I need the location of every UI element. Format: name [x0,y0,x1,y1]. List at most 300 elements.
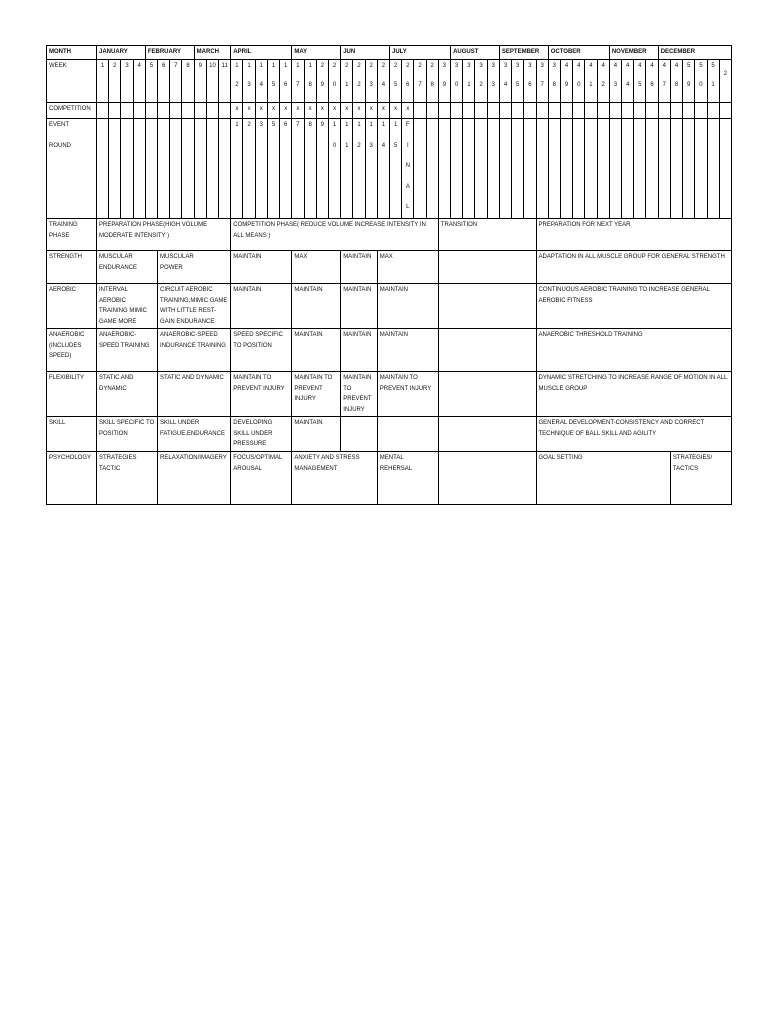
month-header-february: FEBRUARY [145,46,194,60]
week-digit-top: 8 [186,63,190,69]
week-digit-bottom: 7 [662,81,666,88]
anaerobic-row [47,329,732,372]
week-cell [524,60,536,103]
competition-row [47,103,732,119]
psychology-f-cell: MENTAL REHERSAL [377,452,438,505]
round-empty-cell [658,119,670,219]
week-digit-top: 3 [125,63,129,69]
round-empty-cell [475,119,487,219]
strength-late-cell: ADAPTATION IN ALL MUSCLE GROUP FOR GENERAL STRENGTH [536,251,731,284]
competition-empty-cell [695,103,707,119]
round-empty-cell [158,119,170,219]
aerobic-empty-cell [438,284,536,329]
week-cell [512,60,524,103]
month-header-jun: JUN [341,46,390,60]
month-header-january: JANUARY [97,46,146,60]
round-cell [365,119,377,219]
week-digit-top: 2 [320,63,324,69]
skill-c-cell: DEVELOPING SKILL UNDER PRESSURE [231,417,292,452]
week-digit-top: 5 [699,63,703,69]
month-row [47,46,732,60]
round-digit-top: 2 [247,122,251,128]
final-letter: N [405,163,410,169]
week-cell [280,60,292,103]
week-cell [560,60,572,103]
week-digit-top: 1 [235,63,239,69]
flexibility-e-cell: MAINTAIN TO PREVENT INJURY [341,372,378,417]
week-cell [170,60,182,103]
week-digit-top: 2 [345,63,349,69]
week-digit-bottom: 4 [503,81,508,88]
week-cell [390,60,402,103]
week-digit-top: 3 [442,63,447,69]
week-digit-top: 6 [161,63,166,69]
flexibility-row [47,372,732,417]
aerobic-row [47,284,732,329]
psychology-a-cell: STRATEGIES TACTIC [97,452,158,505]
round-empty-cell [487,119,499,219]
round-empty-cell [463,119,475,219]
week-digit-top: 3 [540,63,544,69]
week-digit-top: 5 [711,63,715,69]
week-digit-top: 5 [149,63,154,69]
round-cell [243,119,255,219]
round-digit-bottom: 5 [393,142,398,149]
week-cell [622,60,634,103]
round-empty-cell [194,119,206,219]
week-cell [719,60,731,103]
anaerobic-e-cell: MAINTAIN [341,329,378,372]
week-cell [145,60,157,103]
week-digit-bottom: 5 [393,81,398,88]
round-empty-cell [182,119,194,219]
week-cell [133,60,145,103]
aerobic-d-cell: MAINTAIN [292,284,341,329]
week-digit-top: 2 [357,63,361,69]
competition-mark: x [353,103,365,119]
round-empty-cell [219,119,231,219]
psychology-d-cell: ANXIETY AND STRESS MANAGEMENT [292,452,377,505]
competition-empty-cell [109,103,121,119]
week-digit-bottom: 3 [613,81,618,88]
skill-b-cell: SKILL UNDER FATIGUE,ENDURANCE [158,417,231,452]
round-empty-cell [145,119,157,219]
week-digit-bottom: 9 [442,81,447,88]
round-empty-cell [597,119,609,219]
round-digit-top: 1 [381,122,386,128]
anaerobic-b-cell: ANAEROBIC-SPEED INDURANCE TRAINING [158,329,231,372]
week-cell [451,60,463,103]
week-digit-top: 10 [209,63,216,69]
strength-b-cell: MUSCULAR POWER [158,251,231,284]
month-header-april: APRIL [231,46,292,60]
week-digit-top: 9 [198,63,202,69]
week-digit-top: 3 [528,63,532,69]
week-cell [438,60,450,103]
final-letter: F [405,122,410,128]
round-empty-cell [719,119,731,219]
round-digit-top: 7 [296,122,300,128]
anaerobic-d-cell: MAINTAIN [292,329,341,372]
round-empty-cell [206,119,218,219]
week-cell [646,60,658,103]
competition-mark: x [292,103,304,119]
flexibility-c-cell: MAINTAIN TO PREVENT INJURY [231,372,292,417]
competition-empty-cell [170,103,182,119]
week-digit-top: 11 [221,63,228,69]
strength-a-cell: MUSCULAR ENDURANCE [97,251,158,284]
week-digit-bottom: 4 [625,81,630,88]
week-cell [377,60,389,103]
week-digit-bottom: 3 [247,81,251,88]
aerobic-late-cell: CONTINUOUS AEROBIC TRAINING TO INCREASE GENERAL AEROBIC FITNESS [536,284,731,329]
month-header-december: DECEMBER [658,46,731,60]
round-digit-top: 5 [271,122,276,128]
strength-c-cell: MAINTAIN [231,251,292,284]
week-digit-top: 2 [113,63,117,69]
week-cell [109,60,121,103]
round-empty-cell [609,119,621,219]
month-header-september: SEPTEMBER [499,46,548,60]
week-digit-bottom: 5 [638,81,642,88]
skill-empty-cell [341,417,378,452]
competition-empty-cell [536,103,548,119]
week-digit-top: 3 [503,63,508,69]
round-empty-cell [646,119,658,219]
week-cell [597,60,609,103]
competition-mark: x [316,103,328,119]
round-empty-cell [585,119,597,219]
skill-label: SKILL [47,417,97,452]
round-cell [328,119,340,219]
round-empty-cell [438,119,450,219]
month-header-november: NOVEMBER [609,46,658,60]
week-digit-top: 4 [662,63,666,69]
competition-empty-cell [560,103,572,119]
flexibility-b-cell: STATIC AND DYNAMIC [158,372,231,417]
week-digit-bottom: 5 [271,81,276,88]
skill-empty-cell [377,417,438,452]
competition-label: COMPETITION [47,103,97,119]
round-empty-cell [426,119,438,219]
round-empty-cell [524,119,536,219]
round-empty-cell [133,119,145,219]
competition-empty-cell [622,103,634,119]
week-digit-bottom: 7 [540,81,544,88]
anaerobic-f-cell: MAINTAIN [377,329,438,372]
week-cell [219,60,231,103]
transition-phase-cell: TRANSITION [438,219,536,251]
week-cell [707,60,719,103]
week-cell [97,60,109,103]
aerobic-e-cell: MAINTAIN [341,284,378,329]
week-cell [548,60,560,103]
week-digit-top: 2 [430,63,434,69]
month-header-august: AUGUST [451,46,500,60]
week-cell [328,60,340,103]
competition-empty-cell [158,103,170,119]
week-cell [341,60,353,103]
week-cell [121,60,133,103]
week-digit-top: 4 [625,63,630,69]
week-digit-bottom: 7 [418,81,422,88]
round-empty-cell [499,119,511,219]
competition-mark: x [377,103,389,119]
competition-empty-cell [658,103,670,119]
week-digit-top: 4 [589,63,593,69]
week-digit-bottom: 8 [430,81,434,88]
week-digit-top: 3 [454,63,459,69]
week-cell [365,60,377,103]
week-digit-bottom: 6 [650,81,654,88]
competition-mark: x [280,103,292,119]
week-cell [304,60,316,103]
week-digit-top: 4 [638,63,642,69]
week-label: WEEK [47,60,97,103]
final-round-cell [402,119,414,219]
week-digit-top: 4 [613,63,618,69]
round-empty-cell [670,119,682,219]
week-digit-bottom: 3 [491,81,495,88]
competition-empty-cell [646,103,658,119]
competition-empty-cell [524,103,536,119]
anaerobic-c-cell: SPEED SPECIFIC TO POSITION [231,329,292,372]
round-empty-cell [560,119,572,219]
aerobic-label: AEROBIC [47,284,97,329]
week-digit-bottom: 7 [296,81,300,88]
round-cell [231,119,243,219]
week-cell [402,60,414,103]
week-cell [255,60,267,103]
week-digit-top: 2 [418,63,422,69]
week-digit-top: 2 [406,63,410,69]
competition-empty-cell [463,103,475,119]
psychology-last-cell: STRATEGIES/ TACTICS [670,452,731,505]
week-digit-bottom: 1 [467,81,471,88]
week-digit-bottom: 8 [552,81,557,88]
competition-empty-cell [97,103,109,119]
week-digit-top: 4 [137,63,141,69]
week-row [47,60,732,103]
week-cell [670,60,682,103]
psychology-c-cell: FOCUS/OPTIMAL AROUSAL [231,452,292,505]
competition-empty-cell [206,103,218,119]
competition-empty-cell [707,103,719,119]
week-digit-bottom: 0 [699,81,703,88]
week-digit-top: 1 [284,63,288,69]
week-digit-bottom: 2 [723,71,727,77]
strength-empty-cell [438,251,536,284]
skill-empty-cell [438,417,536,452]
preparation-phase-cell: PREPARATION PHASE(HIGH VOLUME MODERATE INTENSITY ) [97,219,231,251]
week-digit-top: 4 [650,63,654,69]
competition-empty-cell [585,103,597,119]
strength-label: STRENGTH [47,251,97,284]
round-empty-cell [170,119,182,219]
psychology-label: PSYCHOLOGY [47,452,97,505]
round-empty-cell [695,119,707,219]
event-round-label [47,119,97,219]
competition-empty-cell [499,103,511,119]
strength-f-cell: MAX [377,251,438,284]
competition-empty-cell [145,103,157,119]
competition-empty-cell [548,103,560,119]
event-round-row [47,119,732,219]
week-cell [206,60,218,103]
round-cell [267,119,279,219]
round-empty-cell [512,119,524,219]
anaerobic-a-cell: ANAEROBIC-SPEED TRAINING [97,329,158,372]
week-digit-bottom: 8 [674,81,679,88]
round-digit-bottom: 2 [357,142,361,149]
anaerobic-late-cell: ANAEROBIC THRESHOLD TRAINING [536,329,731,372]
week-digit-bottom: 3 [369,81,373,88]
competition-empty-cell [573,103,585,119]
week-digit-top: 1 [308,63,312,69]
competition-empty-cell [121,103,133,119]
round-cell [255,119,267,219]
flexibility-empty-cell [438,372,536,417]
week-cell [609,60,621,103]
week-digit-bottom: 4 [259,81,263,88]
flexibility-late-cell: DYNAMIC STRETCHING TO INCREASE RANGE OF MOTION IN ALL MUSCLE GROUP [536,372,731,417]
week-digit-bottom: 2 [479,81,483,88]
round-digit-bottom: 1 [345,142,349,149]
week-digit-bottom: 6 [284,81,288,88]
week-digit-top: 4 [564,63,569,69]
month-header-march: MARCH [194,46,231,60]
round-digit-top: 9 [320,122,324,128]
week-digit-bottom: 0 [332,81,337,88]
psychology-late-cell: GOAL SETTING [536,452,670,505]
week-digit-top: 1 [247,63,251,69]
training-phase-label: TRAINING PHASE [47,219,97,251]
round-label: ROUND [49,142,71,149]
round-cell [390,119,402,219]
skill-row [47,417,732,452]
week-digit-top: 2 [381,63,386,69]
round-cell [292,119,304,219]
week-cell [463,60,475,103]
competition-mark: x [365,103,377,119]
week-cell [585,60,597,103]
skill-a-cell: SKILL SPECIFIC TO POSITION [97,417,158,452]
competition-empty-cell [426,103,438,119]
round-digit-top: 1 [332,122,337,128]
competition-empty-cell [609,103,621,119]
week-digit-bottom: 2 [235,81,239,88]
training-phase-row [47,219,732,251]
competition-empty-cell [219,103,231,119]
week-digit-top: 3 [467,63,471,69]
competition-empty-cell [133,103,145,119]
round-digit-top: 6 [284,122,288,128]
week-digit-top: 4 [674,63,679,69]
round-empty-cell [683,119,695,219]
round-digit-top: 1 [235,122,239,128]
round-digit-bottom: 0 [332,142,337,149]
competition-empty-cell [194,103,206,119]
week-digit-bottom: 0 [577,81,581,88]
round-cell [316,119,328,219]
week-digit-bottom: 6 [406,81,410,88]
strength-e-cell: MAINTAIN [341,251,378,284]
week-cell [243,60,255,103]
strength-row [47,251,732,284]
round-empty-cell [634,119,646,219]
week-digit-top: 1 [259,63,263,69]
week-digit-bottom: 1 [345,81,349,88]
week-digit-top: 2 [369,63,373,69]
week-digit-bottom: 4 [381,81,386,88]
week-digit-bottom: 1 [589,81,593,88]
flexibility-a-cell: STATIC AND DYNAMIC [97,372,158,417]
week-cell [487,60,499,103]
week-cell [658,60,670,103]
week-cell [292,60,304,103]
week-digit-bottom: 2 [357,81,361,88]
month-header-october: OCTOBER [548,46,609,60]
round-cell [377,119,389,219]
week-digit-bottom: 9 [320,81,324,88]
round-digit-top: 1 [345,122,349,128]
round-digit-top: 1 [393,122,398,128]
week-cell [231,60,243,103]
week-cell [316,60,328,103]
week-digit-top: 1 [100,63,105,69]
skill-late-cell: GENERAL DEVELOPMENT-CONSISTENCY AND CORRECT TECHNIQUE OF BALL SKILL AND AGILITY [536,417,731,452]
competition-mark: x [255,103,267,119]
flexibility-label: FLEXIBILITY [47,372,97,417]
competition-empty-cell [670,103,682,119]
month-header-july: JULY [390,46,451,60]
week-cell [634,60,646,103]
round-empty-cell [414,119,426,219]
round-empty-cell [573,119,585,219]
week-cell [353,60,365,103]
psychology-empty-cell [438,452,536,505]
week-cell [414,60,426,103]
week-cell [499,60,511,103]
round-digit-bottom: 3 [369,142,373,149]
week-digit-top: 1 [271,63,276,69]
week-digit-top: 5 [687,63,691,69]
week-digit-bottom: 6 [528,81,532,88]
round-digit-top: 8 [308,122,312,128]
aerobic-f-cell: MAINTAIN [377,284,438,329]
round-empty-cell [97,119,109,219]
competition-empty-cell [487,103,499,119]
skill-d-cell: MAINTAIN [292,417,341,452]
final-letter: I [406,142,409,149]
round-digit-top: 1 [357,122,361,128]
next-year-phase-cell: PREPARATION FOR NEXT YEAR [536,219,731,251]
week-digit-top: 4 [601,63,605,69]
round-empty-cell [109,119,121,219]
week-digit-bottom: 8 [308,81,312,88]
aerobic-b-cell: CIRCUIT AEROBIC TRAINING,MIMIC GAME WITH LITTLE REST-GAIN ENDURANCE [158,284,231,329]
week-digit-bottom: 0 [454,81,459,88]
competition-mark: x [231,103,243,119]
competition-phase-cell: COMPETITION PHASE( REDUCE VOLUME INCREASE INTENSITY IN ALL MEANS ) [231,219,439,251]
final-letter: A [405,183,410,190]
annual-training-plan-table [46,45,732,505]
strength-d-cell: MAX [292,251,341,284]
round-empty-cell [451,119,463,219]
week-cell [475,60,487,103]
anaerobic-label: ANAEROBIC (INCLUDES SPEED) [47,329,97,372]
psychology-row [47,452,732,505]
